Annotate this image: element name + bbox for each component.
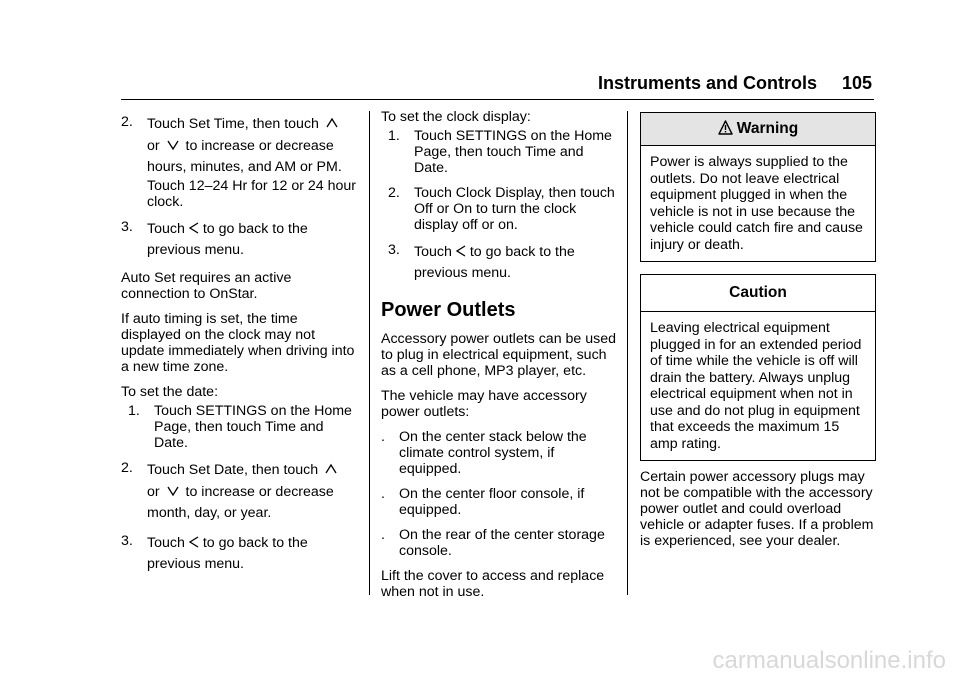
step-number: 3. bbox=[121, 219, 133, 235]
step-text: Touch SETTINGS on the Home Page, then touch Time and Date. bbox=[154, 403, 352, 451]
paragraph: Lift the cover to access and replace when not in use. bbox=[381, 568, 605, 600]
bullet-item bbox=[381, 486, 617, 518]
step-text: Touch 12–24 Hr for 12 or 24 hour clock. bbox=[147, 178, 357, 210]
step-text: hours, minutes, and AM or PM. bbox=[147, 159, 342, 175]
step-text: to go back to the bbox=[469, 244, 575, 260]
warning-triangle-icon bbox=[718, 120, 733, 135]
step-number: 2. bbox=[121, 114, 133, 130]
page-number: 105 bbox=[841, 73, 872, 93]
step-number: 1. bbox=[388, 128, 400, 144]
column-divider bbox=[627, 111, 628, 595]
step-text: Touch bbox=[147, 535, 185, 551]
step-number: 3. bbox=[121, 533, 133, 549]
step-text: Touch Set Date, then touch bbox=[147, 462, 319, 478]
chevron-up-icon bbox=[325, 116, 339, 130]
paragraph: Accessory power outlets can be used to plug in electrical equipment, such as a cell phone, MP3 player, etc. bbox=[381, 331, 617, 379]
chevron-down-icon bbox=[166, 484, 180, 498]
step-number: 1. bbox=[128, 403, 140, 419]
step-text: previous menu. bbox=[414, 265, 511, 281]
chevron-left-icon bbox=[454, 244, 468, 258]
step-text: to go back to the bbox=[202, 535, 308, 551]
step-text: to go back to the bbox=[202, 221, 308, 237]
bullet-text: On the center floor console, if equipped. bbox=[399, 486, 585, 518]
display-step-3 bbox=[381, 242, 617, 284]
display-step-2 bbox=[381, 185, 617, 233]
step-number: 3. bbox=[388, 242, 400, 258]
step-text: Touch Set Time, then touch bbox=[147, 116, 319, 132]
bullet-text: On the center stack below the climate control system, if equipped. bbox=[399, 429, 587, 477]
bullet-item bbox=[381, 527, 617, 559]
warning-box bbox=[640, 112, 876, 262]
bullet-item bbox=[381, 429, 617, 477]
bullet-mark: . bbox=[381, 527, 385, 543]
chevron-up-icon bbox=[324, 462, 338, 476]
caution-body: Leaving electrical equipment plugged in for an extended period of time while the vehicle is off will drain the battery. Always unplug electrical equipment when not in use and do not plug in equipment that exceeds the maximum 15 amp rating. bbox=[650, 320, 862, 452]
chevron-down-icon bbox=[166, 138, 180, 152]
step-text: to increase or decrease bbox=[185, 138, 334, 154]
warning-body: Power is always supplied to the outlets. Do not leave electrical equipment plugged in when the vehicle is not in use because the vehicle could catch fire and cause injury or death. bbox=[650, 154, 863, 253]
step-number: 2. bbox=[388, 185, 400, 201]
column-2 bbox=[381, 109, 617, 600]
bullet-mark: . bbox=[381, 486, 385, 502]
bullet-mark: . bbox=[381, 429, 385, 445]
paragraph: To set the date: bbox=[121, 384, 219, 400]
date-step-1 bbox=[121, 403, 357, 451]
step-text: to increase or decrease bbox=[185, 484, 334, 500]
date-step-3 bbox=[121, 533, 357, 575]
step-text: previous menu. bbox=[147, 556, 244, 572]
step-text: or bbox=[147, 138, 160, 154]
time-step-3 bbox=[121, 219, 357, 261]
column-1 bbox=[121, 108, 357, 575]
time-step-2 bbox=[121, 114, 357, 210]
watermark: carmanualsonline.info bbox=[712, 647, 946, 674]
column-divider bbox=[369, 111, 370, 595]
paragraph: If auto timing is set, the time displayed on the clock may not update immediately when driving into a new time zone. bbox=[121, 311, 355, 375]
step-text: Touch bbox=[414, 244, 452, 260]
section-title: Instruments and Controls bbox=[597, 73, 817, 93]
step-text: Touch bbox=[147, 221, 185, 237]
chevron-left-icon bbox=[187, 535, 201, 549]
caution-title: Caution bbox=[641, 275, 875, 312]
step-text: Touch Clock Display, then touch Off or On to turn the clock display off or on. bbox=[414, 185, 615, 233]
chevron-left-icon bbox=[187, 221, 201, 235]
paragraph: Auto Set requires an active connection to OnStar. bbox=[121, 270, 292, 302]
header-rule bbox=[121, 99, 874, 100]
date-step-2 bbox=[121, 460, 357, 524]
step-text: or bbox=[147, 484, 160, 500]
step-text: previous menu. bbox=[147, 242, 244, 258]
display-step-1 bbox=[381, 128, 617, 176]
caution-box bbox=[640, 274, 876, 461]
step-number: 2. bbox=[121, 460, 133, 476]
section-heading: Power Outlets bbox=[381, 299, 516, 321]
warning-title: Warning bbox=[736, 120, 799, 137]
paragraph: The vehicle may have accessory power outlets: bbox=[381, 388, 587, 420]
paragraph: Certain power accessory plugs may not be compatible with the accessory power outlet and could overload vehicle or adapter fuses. If a problem is experienced, see your dealer. bbox=[640, 469, 874, 549]
step-text: Touch SETTINGS on the Home Page, then touch Time and Date. bbox=[414, 128, 612, 176]
step-text: month, day, or year. bbox=[147, 505, 272, 521]
bullet-text: On the rear of the center storage console. bbox=[399, 527, 605, 559]
warning-header bbox=[641, 113, 875, 146]
paragraph: To set the clock display: bbox=[381, 109, 531, 125]
